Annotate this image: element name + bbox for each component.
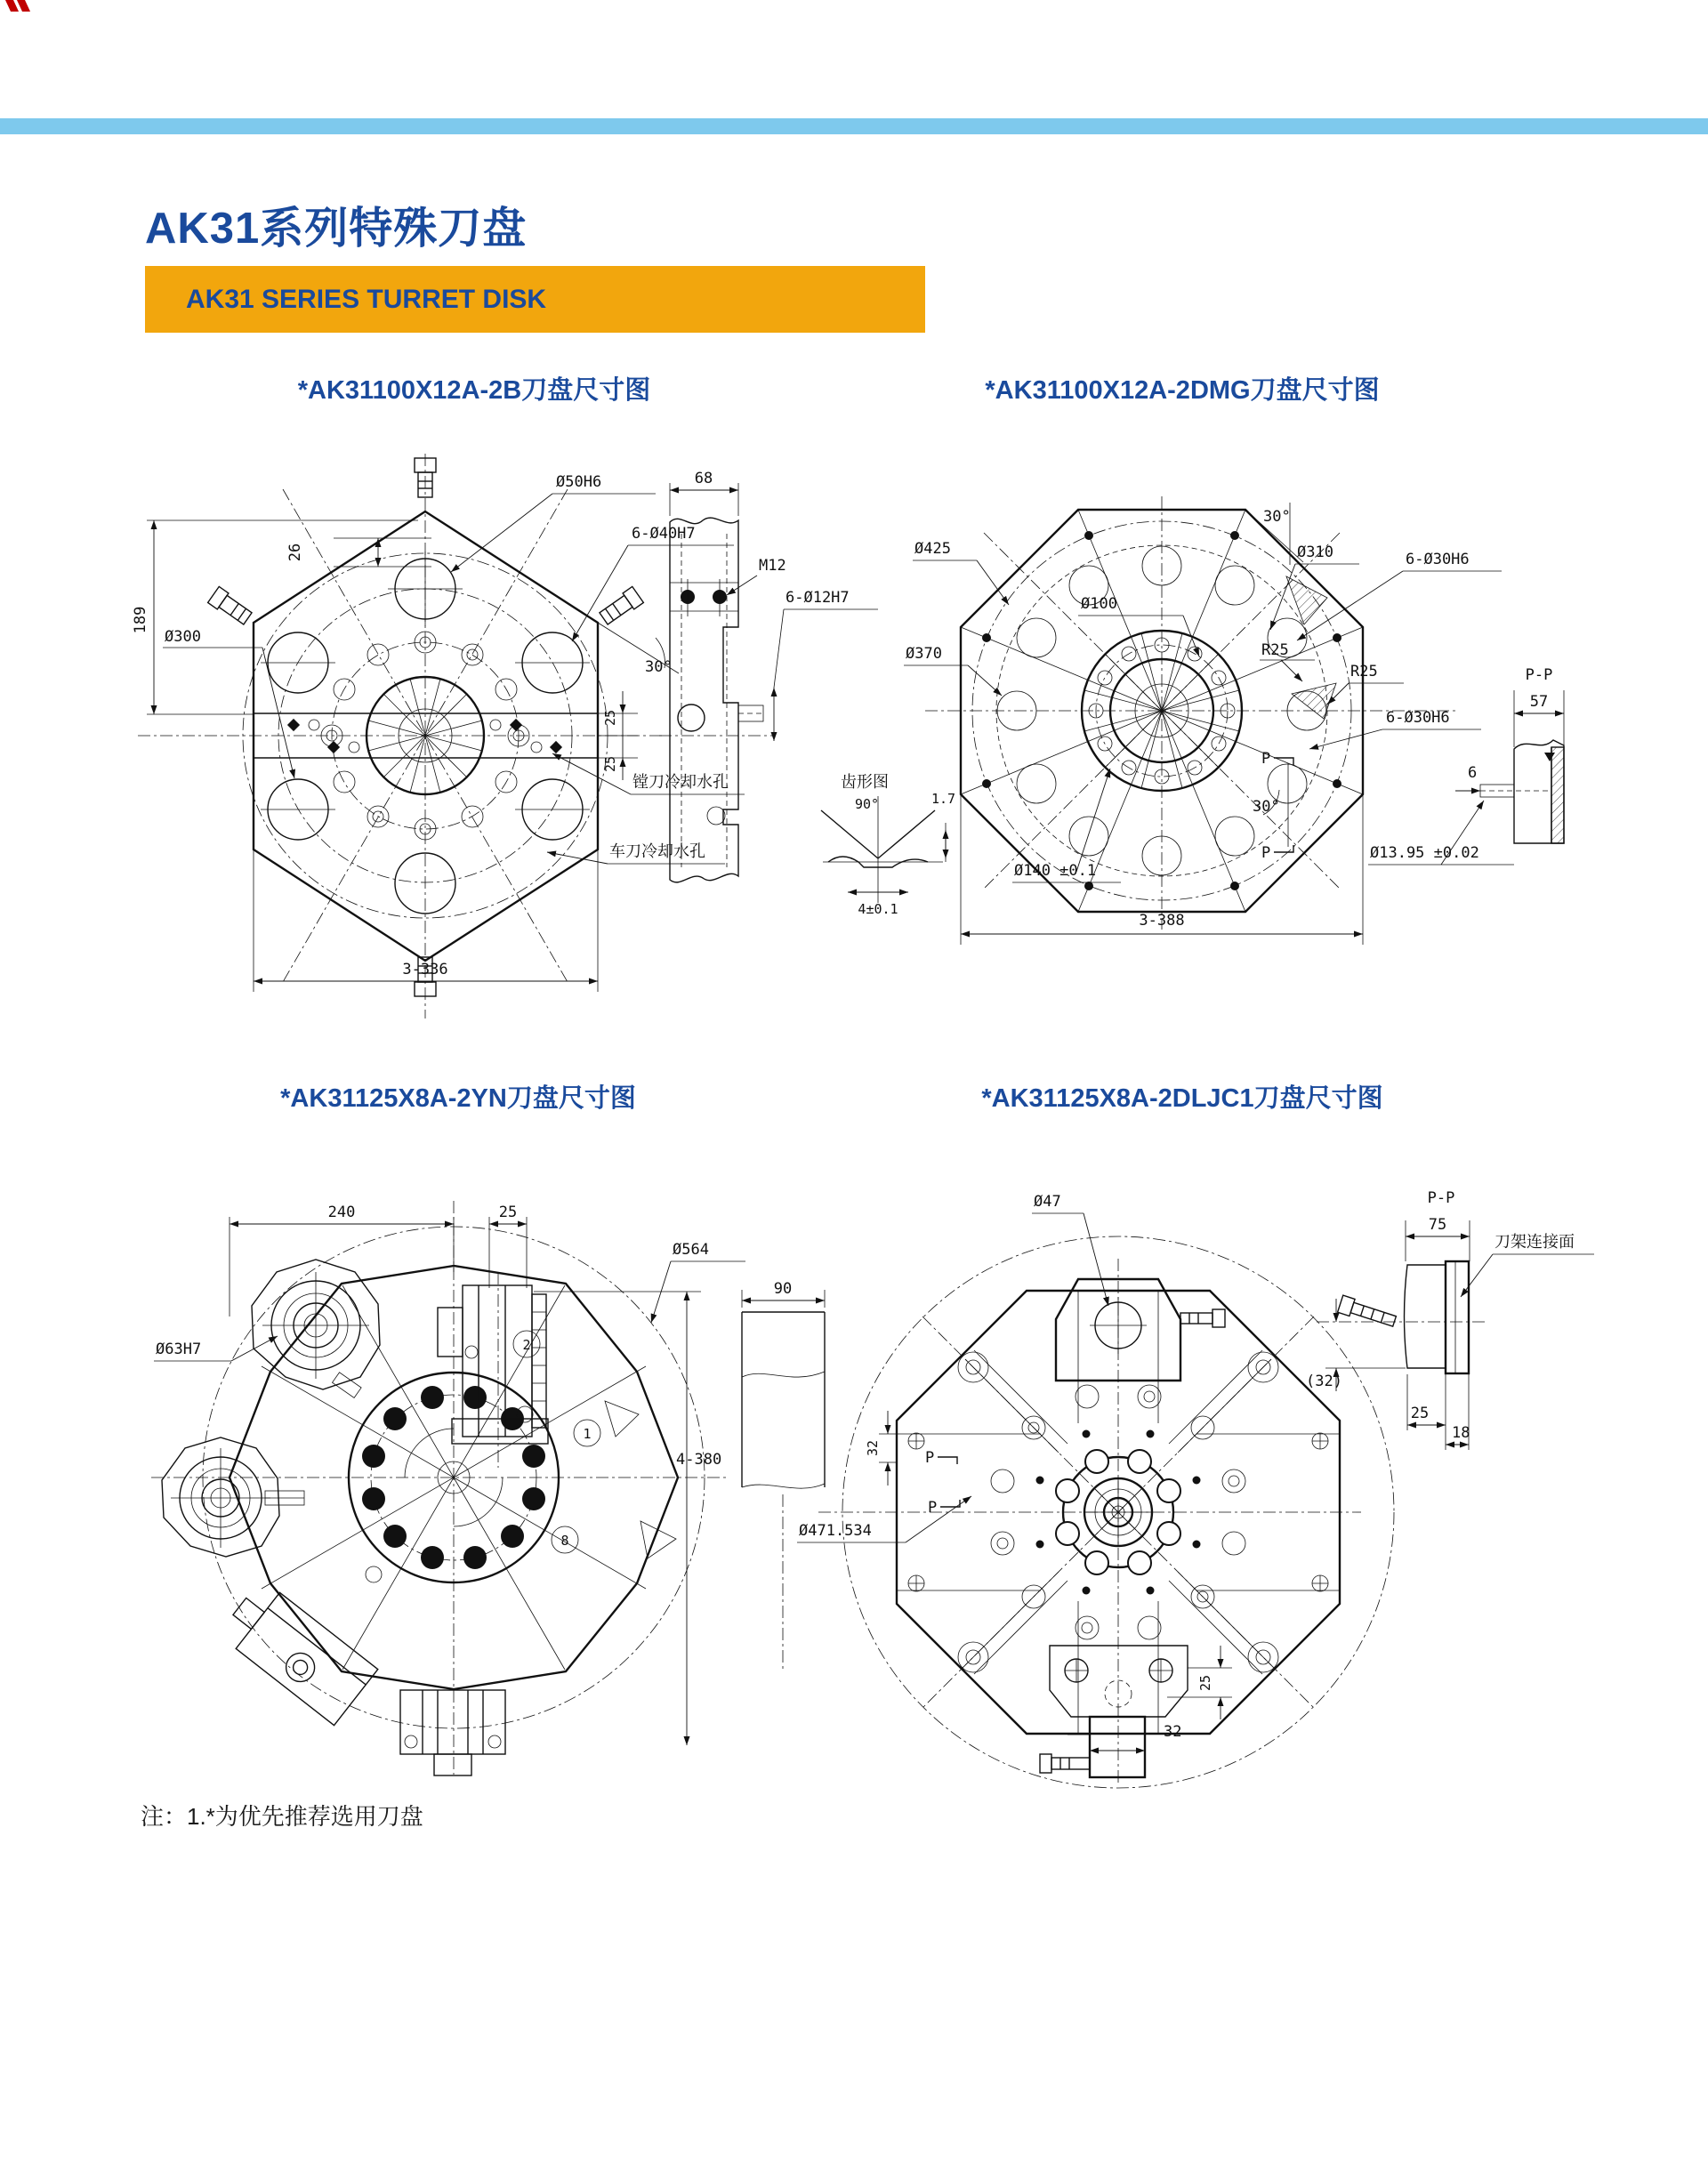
dim-25a: 25 bbox=[602, 709, 618, 727]
figure-title-d4: *AK31125X8A-2DLJC1刀盘尺寸图 bbox=[981, 1084, 1383, 1113]
dim-6xdia12h7: 6-Ø12H7 bbox=[786, 589, 850, 607]
marker-p-top: P bbox=[1261, 750, 1271, 768]
pos-num-8: 8 bbox=[560, 1533, 569, 1549]
pos-num-1: 1 bbox=[583, 1426, 592, 1442]
dim-30deg-bot: 30° bbox=[1253, 798, 1280, 816]
dim-25-bottom: 25 bbox=[1197, 1674, 1213, 1692]
series-banner-label: AK31 SERIES TURRET DISK bbox=[186, 284, 547, 314]
dim-r25-b: R25 bbox=[1350, 663, 1378, 680]
dim-6xdia30h6-bot: 6-Ø30H6 bbox=[1386, 709, 1450, 727]
figure-title-d2: *AK31100X12A-2DMG刀盘尺寸图 bbox=[985, 376, 1380, 405]
marker-p-bot: P bbox=[1261, 844, 1271, 862]
figure-title-d3: *AK31125X8A-2YN刀盘尺寸图 bbox=[280, 1084, 636, 1113]
label-pp-section-d4: P-P bbox=[1427, 1189, 1455, 1207]
dim-dia370: Ø370 bbox=[906, 645, 942, 663]
dim-26: 26 bbox=[286, 543, 304, 562]
drawing-ak31100x12a-2dmg bbox=[890, 480, 1708, 1014]
dim-1p7: 1.7 bbox=[931, 791, 956, 807]
figure-title-d1: *AK31100X12A-2B刀盘尺寸图 bbox=[297, 376, 651, 405]
dim-32-bottom: 32 bbox=[1164, 1723, 1182, 1741]
dim-dia50h6: Ø50H6 bbox=[556, 473, 602, 491]
dim-30deg-top: 30° bbox=[1263, 508, 1291, 526]
dim-3x336: 3-336 bbox=[402, 961, 448, 978]
dim-dia310: Ø310 bbox=[1297, 543, 1333, 561]
dim-dia564: Ø564 bbox=[673, 1241, 709, 1259]
label-pp-section: P-P bbox=[1525, 666, 1553, 684]
dim-r25-a: R25 bbox=[1261, 641, 1289, 659]
drawing-ak31125x8a-2dljc1 bbox=[783, 1147, 1708, 1788]
footnote: 注：1.*为优先推荐选用刀盘 bbox=[141, 1803, 423, 1830]
dim-dia47: Ø47 bbox=[1034, 1193, 1061, 1211]
dim-30deg: 30° bbox=[645, 658, 673, 676]
dim-dia300: Ø300 bbox=[165, 628, 201, 646]
dim-32-left: 32 bbox=[865, 1439, 881, 1457]
dim-32-paren: (32) bbox=[1306, 1373, 1342, 1390]
dim-25b: 25 bbox=[602, 755, 618, 773]
dim-25-pp: 25 bbox=[1410, 1405, 1430, 1422]
dim-dia63h7: Ø63H7 bbox=[156, 1341, 202, 1358]
marker-p-top-d4: P bbox=[925, 1449, 935, 1467]
top-accent-bar bbox=[0, 118, 1708, 134]
drawing-ak31100x12a-2b bbox=[111, 405, 965, 1027]
dim-75: 75 bbox=[1428, 1216, 1447, 1234]
pos-num-2: 2 bbox=[522, 1337, 531, 1353]
dim-dia471p534: Ø471.534 bbox=[799, 1522, 872, 1540]
dim-189: 189 bbox=[132, 606, 149, 634]
label-boring-coolant: 镗刀冷却水孔 bbox=[632, 773, 729, 792]
dim-6: 6 bbox=[1468, 764, 1478, 782]
label-toolholder-surface: 刀架连接面 bbox=[1494, 1233, 1575, 1252]
dim-dia140: Ø140 ±0.1 bbox=[1014, 862, 1097, 880]
dim-m12: M12 bbox=[759, 557, 786, 575]
drawing-ak31125x8a-2yn bbox=[107, 1147, 890, 1788]
dim-dia13p95: Ø13.95 ±0.02 bbox=[1370, 844, 1479, 862]
dim-dia100: Ø100 bbox=[1081, 595, 1117, 613]
dim-90: 90 bbox=[773, 1280, 793, 1298]
dim-240: 240 bbox=[327, 1204, 356, 1221]
label-turning-coolant: 车刀冷却水孔 bbox=[609, 842, 705, 861]
page-title: AK31系列特殊刀盘 bbox=[145, 205, 528, 253]
series-banner bbox=[145, 266, 925, 333]
dim-6xdia30h6-top: 6-Ø30H6 bbox=[1406, 551, 1470, 568]
dim-57: 57 bbox=[1529, 693, 1549, 711]
label-tooth-profile: 齿形图 bbox=[841, 773, 889, 792]
dim-68: 68 bbox=[694, 470, 713, 487]
dim-dia425: Ø425 bbox=[914, 540, 951, 558]
marker-p-bot-d4: P bbox=[928, 1499, 938, 1517]
corner-logo-mark-icon bbox=[5, 0, 41, 12]
dim-4tol: 4±0.1 bbox=[858, 901, 898, 917]
dim-3x388: 3-388 bbox=[1139, 912, 1185, 930]
dim-6xdia40h7: 6-Ø40H7 bbox=[632, 525, 696, 543]
dim-4x380: 4-380 bbox=[676, 1451, 722, 1469]
dim-25: 25 bbox=[498, 1204, 518, 1221]
dim-18: 18 bbox=[1452, 1424, 1470, 1442]
dim-90deg: 90° bbox=[855, 796, 880, 812]
